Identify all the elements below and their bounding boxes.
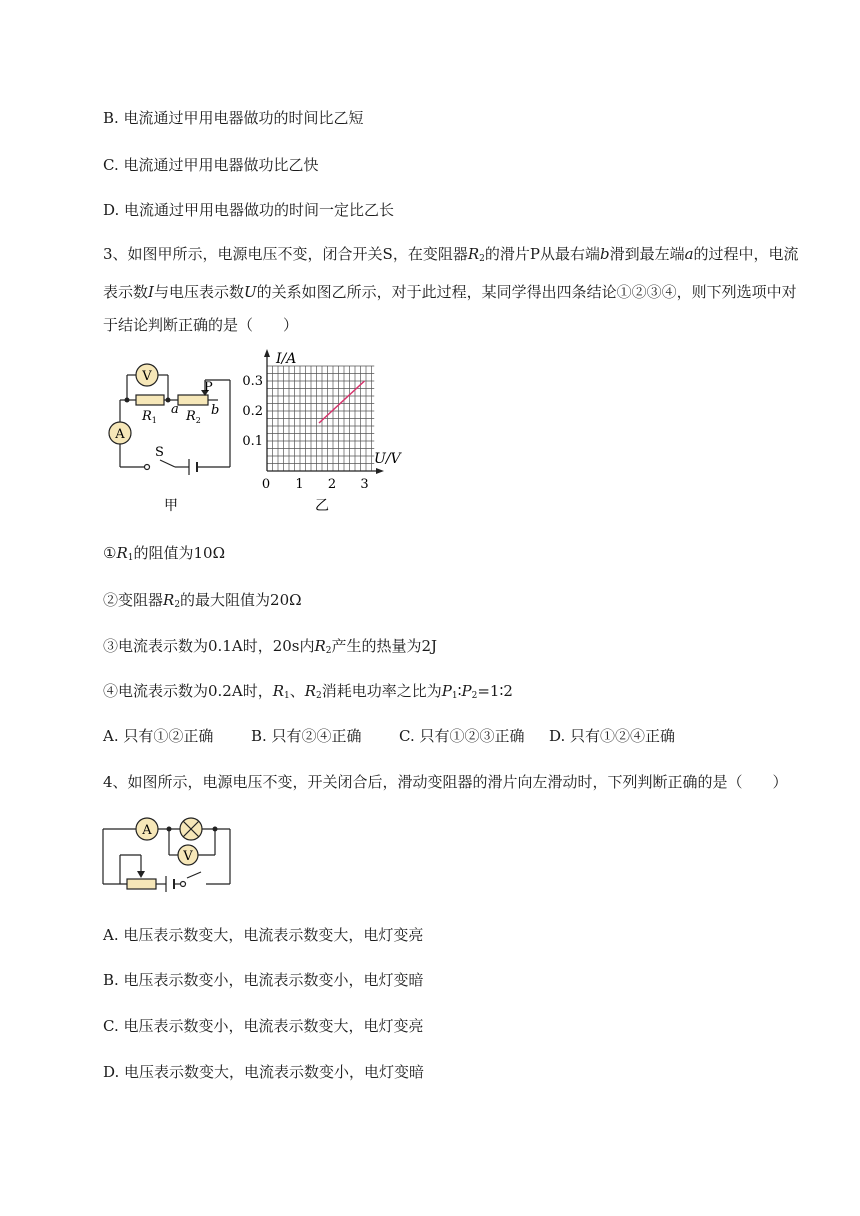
r1-resistor [136, 395, 164, 405]
iu-series-line [319, 381, 365, 423]
switch-label: S [155, 445, 164, 460]
q3-option-b: B. 只有②④正确 [251, 727, 362, 745]
x-tick-label: 1 [295, 477, 304, 492]
r1-label: $R_1$ [142, 409, 157, 425]
q3-conclusion-4: ④电流表示数为0.2A时，$R_1$、$R_2$消耗电功率之比为$P_1∶P_2=1∶2$ [103, 682, 513, 701]
rheostat-slider-icon [137, 871, 145, 878]
q3-option-a: A. 只有①②正确 [103, 727, 214, 745]
graph-grid [267, 366, 374, 471]
r2-label: $R_2$ [186, 409, 201, 425]
voltmeter-label: V [142, 369, 152, 384]
switch-icon [145, 465, 150, 470]
q4-voltmeter-label: V [183, 849, 193, 864]
q3-option-c: C. 只有①②③正确 [399, 727, 525, 745]
q4-option-d: D. 电压表示数变大，电流表示数变小，电灯变暗 [103, 1063, 425, 1081]
q3-circuit-figure [100, 350, 240, 520]
figure-jia-caption: 甲 [164, 498, 178, 514]
r2-resistor [178, 395, 208, 405]
figure-yi-caption: 乙 [315, 498, 329, 514]
y-tick-label: 0.3 [242, 374, 263, 389]
q4-option-c: C. 电压表示数变小，电流表示数变大，电灯变亮 [103, 1017, 424, 1035]
q3-conclusion-3: ③电流表示数为0.1A时，20s内$R_2$产生的热量为2J [103, 637, 438, 656]
q4-stem: 4、如图所示，电源电压不变，开关闭合后，滑动变阻器的滑片向左滑动时，下列判断正确的是（ ） [103, 773, 788, 791]
x-tick-label: 2 [327, 477, 337, 492]
end-b-label: b [211, 403, 220, 418]
q2-option-c: C. 电流通过甲用电器做功比乙快 [103, 156, 319, 174]
q4-ammeter-label: A [142, 823, 152, 838]
rheostat-icon [127, 879, 156, 889]
slider-label: P [204, 380, 213, 395]
y-tick-label: 0.2 [242, 404, 263, 419]
y-tick-label: 0.1 [242, 434, 263, 449]
x-axis-label: U/V [374, 451, 401, 467]
q3-stem: 3、如图甲所示，电源电压不变，闭合开关S，在变阻器$R_2$的滑片P从最右端b滑到最左端a的过程中，电流表示数I与电压表示数U的关系如图乙所示，对于此过程，某同学得出四条结论①②③④，则下列选项中对于结论判断正确的是（ ） [103, 245, 799, 334]
q3-conclusion-2: ②变阻器$R_2$的最大阻值为20Ω [103, 591, 302, 610]
q3-options [103, 726, 675, 746]
y-axis-label: I/A [276, 351, 297, 367]
q4-option-a: A. 电压表示数变大，电流表示数变大，电灯变亮 [103, 926, 424, 944]
q3-iu-graph [240, 345, 410, 520]
ammeter-label: A [115, 427, 125, 442]
end-a-label: a [171, 402, 179, 417]
q3-option-d: D. 只有①②④正确 [549, 727, 676, 745]
x-axis-arrow-icon [376, 468, 384, 474]
q4-switch-icon [181, 882, 186, 887]
q4-circuit-figure [100, 812, 240, 902]
q2-option-b: B. 电流通过甲用电器做功的时间比乙短 [103, 109, 364, 127]
x-tick-label: 0 [261, 477, 271, 492]
q2-option-d: D. 电流通过甲用电器做功的时间一定比乙长 [103, 201, 395, 219]
y-axis-arrow-icon [264, 349, 270, 357]
x-tick-label: 3 [360, 477, 369, 492]
q3-conclusion-1: $①R_1$的阻值为10Ω [103, 544, 226, 563]
q4-option-b: B. 电压表示数变小，电流表示数变小，电灯变暗 [103, 971, 424, 989]
